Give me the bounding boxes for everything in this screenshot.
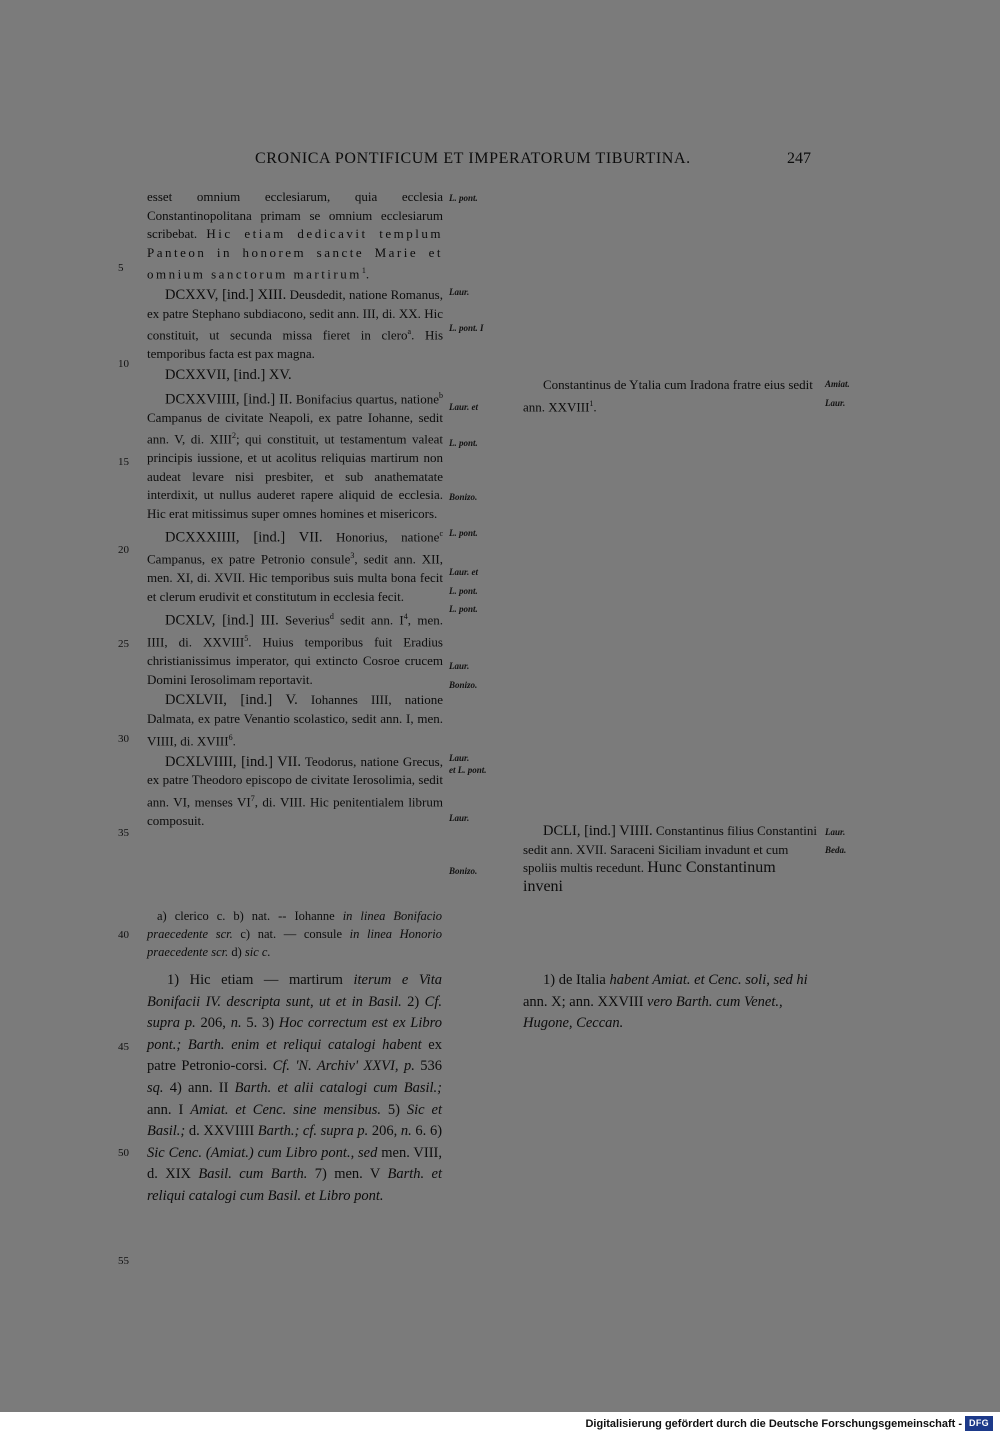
margin-source-note: Laur.	[825, 398, 846, 408]
line-number: 35	[118, 827, 129, 839]
line-number: 30	[118, 733, 129, 745]
margin-source-note: L. pont.	[449, 528, 478, 538]
dfg-logo: DFG	[965, 1416, 993, 1431]
entry-bonifacius: DCXXVIIII, [ind.] II. Bonifacius quartus, natione$^b$ Campanus de civitate Neapoli, ex patre Iohanne, sedit ann. V, di. XIII$^2$; qui constituit, ut testamentum valeat principis iussione, et ut acolitus reliquias martirum non audeat levare nisi presbiter, et sub anathematate interdixit, ut nullus auderet rapere aliquid de ecclesia. Hic erat mitissimus super omnes homines et misericors.	[147, 390, 443, 521]
paragraph: esset omnium ecclesiarum, quia ecclesia Constantinopolitana primam se omnium ecclesiarum scribebat. Hic etiam dedicavit templum Panteon in honorem sancte Marie et omnium sanctorum martirum$^1$.	[147, 189, 443, 282]
right-column-entry-constantinus	[523, 376, 818, 417]
margin-source-note: L. pont.	[449, 604, 478, 614]
margin-source-note: Laur.	[449, 287, 470, 297]
margin-source-note: Laur. et	[449, 567, 479, 577]
margin-source-note: Laur.	[449, 661, 470, 671]
margin-source-note: Laur.	[825, 827, 846, 837]
page-title: CRONICA PONTIFICUM ET IMPERATORUM TIBURTINA.	[255, 150, 691, 167]
paragraph: 1) Hic etiam — martirum iterum e Vita Bonifacii IV. descripta sunt, ut et in Basil. 2) Cf. supra p. 206, n. 5. 3) Hoc correctum est ex Libro pont.; Barth. enim et reliqui catalogi habent ex patre Petronio-corsi. Cf. 'N. Archiv' XXVI, p. 536 sq. 4) ann. II Barth. et alii catalogi cum Basil.; ann. I Amiat. et Cenc. sine mensibus. 5) Sic et Basil.; d. XXVIIII Barth.; cf. supra p. 206, n. 6. 6) Sic Cenc. (Amiat.) cum Libro pont., sed men. VIII, d. XIX Basil. cum Barth. 7) men. V Barth. et reliqui catalogi cum Basil. et Libro pont.	[147, 972, 443, 1204]
paragraph: DCLI, [ind.] VIIII. Constantinus filius Constantini sedit ann. XVII. Saraceni Siciliam invadunt et cum spoliis multis recedunt. Hunc Constantinum inveni	[523, 823, 817, 895]
line-number: 45	[118, 1041, 129, 1053]
paragraph: a) clerico c. b) nat. -- Iohanne in linea Bonifacio praecedente scr. c) nat. — consule in linea Honorio praecedente scr. d) sic c.	[147, 909, 443, 960]
margin-source-note: L. pont. I	[449, 323, 484, 333]
entry-deusdedit: DCXXV, [ind.] XIII. Deusdedit, natione Romanus, ex patre Stephano subdiacono, sedit ann. III, di. XX. Hic constituit, ut secunda missa fieret in clero$^a$. His temporibus facta est pax magna.	[147, 287, 443, 362]
margin-source-note: Beda.	[825, 845, 847, 855]
margin-source-note: L. pont.	[449, 193, 478, 203]
footer-bar	[0, 1412, 1000, 1434]
margin-source-note: Laur.	[449, 813, 470, 823]
margin-source-note: L. pont.	[449, 586, 478, 596]
footnotes-left	[147, 970, 442, 1208]
margin-source-note: Laur.	[449, 753, 470, 763]
entry-iohannes: DCXLVII, [ind.] V. Iohannes IIII, natione Dalmata, ex patre Venantio scolastico, sedit ann. I, men. VIIII, di. XVIII$^6$.	[147, 692, 443, 748]
funding-credit: Digitalisierung gefördert durch die Deutsche Forschungsgemeinschaft -	[585, 1418, 962, 1430]
footnotes-right	[523, 970, 818, 1035]
line-number: 55	[118, 1255, 129, 1267]
line-number: 5	[118, 262, 124, 274]
line-number: 10	[118, 358, 129, 370]
line-number: 50	[118, 1147, 129, 1159]
entry-teodorus: DCXLVIIII, [ind.] VII. Teodorus, natione Grecus, ex patre Theodoro episcopo de civitate Ierosolimia, sedit ann. VI, menses $VI^7$, di. VIII. Hic penitentialem librum composuit.	[147, 753, 443, 828]
margin-source-note: L. pont.	[449, 438, 478, 448]
line-number: 15	[118, 456, 129, 468]
paragraph: Constantinus de Ytalia cum Iradona fratre eius sedit ann. XXVIII$^1$.	[523, 377, 813, 414]
margin-source-note: Bonizo.	[449, 680, 478, 690]
paragraph: 1) de Italia habent Amiat. et Cenc. soli, sed hi ann. X; ann. XXVIII vero Barth. cum Venet., Hugone, Ceccan.	[523, 972, 808, 1032]
margin-source-note: Laur. et	[449, 402, 479, 412]
margin-source-note: Bonizo.	[449, 866, 478, 876]
entry-severius: DCXLV, [ind.] III. Severius$^d$ sedit ann. $I^4$, men. IIII, di. XXVIII$^5$. Huius temporibus fuit Eradius christianissimus imperator, qui extincto Cosroe crucem Domini Ierosolimam reportavit.	[147, 612, 443, 687]
right-column-entry-dcli	[523, 822, 818, 896]
line-number: 40	[118, 929, 129, 941]
critical-apparatus	[147, 907, 442, 962]
margin-source-note: Amiat.	[825, 379, 850, 389]
margin-source-note: Bonizo.	[449, 492, 478, 502]
line-number: 25	[118, 638, 129, 650]
line-number: 20	[118, 544, 129, 556]
main-text-column	[147, 188, 443, 830]
entry-year-dcxxvii: DCXXVII, [ind.] XV.	[165, 367, 292, 383]
page-number: 247	[787, 150, 811, 167]
entry-honorius: DCXXXIIII, [ind.] VII. Honorius, natione$^c$ Campanus, ex patre Petronio consule$^3$, sedit ann. XII, men. XI, di. XVII. Hic temporibus suis multa bona fecit et clerum erudivit et constitutum in ecclesia fecit.	[147, 529, 443, 604]
margin-source-note: et L. pont.	[449, 765, 487, 775]
